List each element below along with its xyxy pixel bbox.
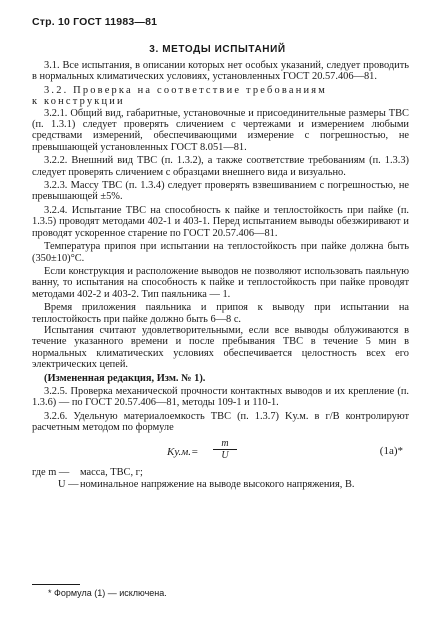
footnote: * Формула (1) — исключена. — [48, 588, 167, 598]
paragraph-3-2-3: 3.2.3. Массу ТВС (п. 1.3.4) следует проверять взвешиванием с погрешностью, не превышающей ±5%. — [32, 180, 409, 203]
formula-1a — [32, 437, 409, 467]
subsection-3-2-heading-cont: к конструкции — [32, 96, 125, 108]
definition-row — [32, 479, 409, 503]
paragraph-design-constraint: Если конструкция и расположение выводов не позволяют использовать паяльную ванну, то испытания на способность к пайке и теплостойкость при пайке проводят методами 402-2 и 403-2. Тип паяльника — 1. — [32, 265, 409, 300]
formula-denominator: U — [221, 449, 229, 461]
definition-value: номинальное напряжение на выводе высокого напряжения, В. — [80, 478, 355, 490]
subsection-3-2-heading: 3.2. Проверка на соответствие требованиям — [44, 84, 327, 96]
definition-key: U — — [58, 478, 79, 490]
section-title: 3. МЕТОДЫ ИСПЫТАНИЙ — [149, 44, 286, 55]
formula-lhs: Kу.м.= — [167, 445, 199, 458]
definition-value: масса, ТВС, г; — [80, 466, 143, 478]
paragraph-pass-criteria: Испытания считают удовлетворительными, если все выводы облуживаются в течение указанного времени и после пребывания ТВС в течение 5 мин в нормальных климатических условиях обеспечивается целостность всех его электрических цепей. — [32, 324, 409, 371]
paragraph-3-1: 3.1. Все испытания, в описании которых нет особых указаний, следует проводить в нормальных климатических условиях, установленных ГОСТ 20.57.406—81. — [32, 60, 409, 83]
footnote-divider — [32, 584, 80, 585]
amendment-note: (Измененная редакция, Изм. № 1). — [44, 372, 206, 384]
paragraph-3-2-5: 3.2.5. Проверка механической прочности контактных выводов и их крепление (п. 1.3.6) — по ГОСТ 20.57.406—81, методы 109-1 и 110-1. — [32, 385, 409, 409]
formula-fraction — [213, 438, 237, 462]
paragraph-3-2-4: 3.2.4. Испытание ТВС на способность к пайке и теплостойкость при пайке (п. 1.3.5) проводят методами 402-1 и 403-1. Перед испытанием выводы обезжиривают и проводят ускоренное старение по ГОСТ 20.57.406—81. — [32, 204, 409, 239]
paragraph-3-2-2: 3.2.2. Внешний вид ТВС (п. 1.3.2), а также соответствие требованиям (п. 1.3.3) следует проверять сличением с образцами внешнего вида и визуально. — [32, 155, 409, 178]
paragraph-solder-temperature: Температура припоя при испытании на теплостойкость при пайке должна быть (350±10)°С. — [32, 241, 409, 264]
definition-key: где m — — [32, 466, 70, 478]
formula-definitions — [32, 467, 409, 503]
formula-numerator: m — [213, 438, 237, 450]
paragraph-3-2-1: 3.2.1. Общий вид, габаритные, установочные и присоединительные размеры ТВС (п. 1.3.1) следует проверять сличением с чертежами и измерением любыми средствами измерений, обеспечивающими измерение с погрешностью, не превышающей установленных ГОСТ 8.051—81. — [32, 107, 409, 153]
formula-tag: (1а)* — [379, 444, 403, 457]
page-header: Стр. 10 ГОСТ 11983—81 — [32, 16, 158, 28]
paragraph-3-2-6: 3.2.6. Удельную материалоемкость ТВС (п. 1.3.7) Kу.м. в г/В контролируют расчетным методом по формуле — [32, 410, 409, 434]
paragraph-application-time: Время приложения паяльника и припоя к выводу при испытании на теплостойкость при пайке должно быть 6—8 с. — [32, 302, 409, 325]
definition-row — [32, 467, 409, 479]
document-body — [32, 60, 409, 503]
